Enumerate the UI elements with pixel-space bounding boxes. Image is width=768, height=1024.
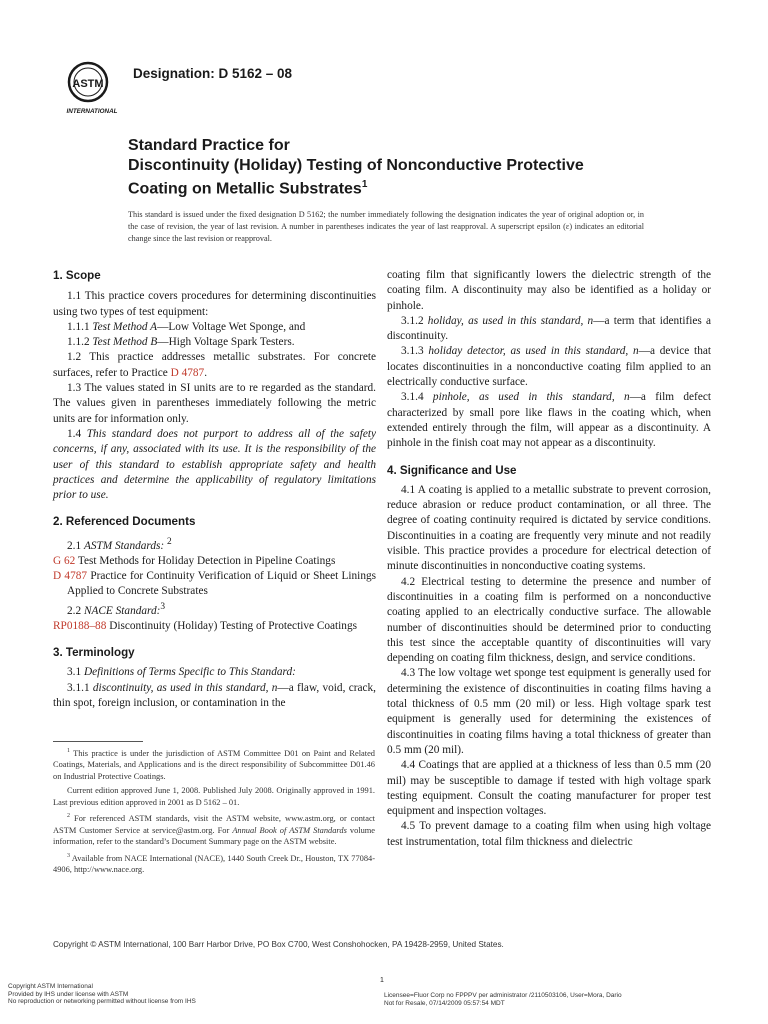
para-3-1-1-continued: coating film that significantly lowers the dielectric strength of the coating film. A discontinuity may also be identified as a holiday or pinhole. [387,269,711,312]
section-heading-referenced-documents: 2. Referenced Documents [53,515,196,529]
title-line-2: Discontinuity (Holiday) Testing of Nonconductive Protective [128,156,584,174]
para-1-1: 1.1 This practice covers procedures for determining discontinuities using two types of test equipment: [53,290,376,318]
right-column [387,268,711,850]
para-1-4: 1.4 This standard does not purport to address all of the safety concerns, if any, associated with its use. It is the responsibility of the user of this standard to establish appropriate safety and health practices and determine the applicability of regulatory limitations prior to use. [53,427,377,502]
designation: Designation: D 5162 – 08 [133,66,293,81]
copyright-line: Copyright © ASTM International, 100 Barr Harbor Drive, PO Box C700, West Conshohocken, PA 19428-2959, United States. [53,940,504,949]
ref-item-rp0188: RP0188–88 Discontinuity (Holiday) Testing of Protective Coatings [53,619,358,632]
document-title [128,136,584,199]
para-2-1: 2.1 ASTM Standards: $^2$ [67,536,172,552]
para-3-1: 3.1 Definitions of Terms Specific to This Standard: [67,666,296,679]
issuance-note: This standard is issued under the fixed designation D 5162; the number immediately following the designation indicates the year of original adoption or, in the case of revision, the year of last revision. A number in parentheses indicates the year of last reapproval. A superscript epsilon (ε) indicates an editorial change since the last revision or reapproval. [128,210,644,243]
ref-item-d4787: D 4787 Practice for Continuity Verification of Liquid or Sheet Linings Applied to Concrete Substrates [53,570,377,598]
para-3-1-3: 3.1.3 holiday detector, as used in this standard, n—a device that locates discontinuities in a nonconductive coating film applied to an electrically conductive surface. [387,345,711,389]
logo-bottom-text: INTERNATIONAL [66,108,118,115]
footnote-divider [53,741,143,742]
para-4-1: 4.1 A coating is applied to a metallic substrate to prevent corrosion, reduce abrasion or reduce product contamination, or all three. The degree of coating continuity required is dictated by service conditions. Discontinuities in a coating are frequently very minute and not readily visible. This practice provides a procedure for electrical detection of minute discontinuities in nonconductive coating systems. [387,483,711,573]
para-4-4: 4.4 Coatings that are applied at a thickness of less than 0.5 mm (20 mil) may be susceptible to damage if tested with high voltage spark testing equipment. Consult the coating manufacturer for proper test equipment and inspection voltages. [387,759,711,818]
para-1-2: 1.2 This practice addresses metallic substrates. For concrete surfaces, refer to Practice D 4787. [53,351,376,379]
para-1-1-2: 1.1.2 Test Method B—High Voltage Spark Testers. [67,336,295,349]
ref-link-g62[interactable]: G 62 [53,554,76,567]
footnote-1b: Current edition approved June 1, 2008. Published July 2008. Originally approved in 1991. Last previous edition approved in 2001 as D 5162 – 01. [53,786,375,807]
section-heading-terminology: 3. Terminology [53,646,135,660]
footer-license-right: Licensee=Fluor Corp no FPPPV per administrator /2110503106, User=Mora, Dario Not for Resale, 07/14/2009 05:57:54 MDT [384,992,622,1007]
astm-logo [58,55,126,119]
footnote-3: $^3$ Available from NACE International (NACE), 1440 South Creek Dr., Houston, TX 77084-4906, http://www.nace.org. [53,852,375,874]
title-footnote-marker: 1 [361,179,368,190]
title-line-1: Standard Practice for [128,137,290,154]
left-column [53,268,376,711]
footnotes [53,746,375,878]
para-1-3: 1.3 The values stated in SI units are to re regarded as the standard. The values given in parentheses immediately following the metric units are for information only. [53,382,376,425]
para-3-1-4: 3.1.4 pinhole, as used in this standard, n—a film defect characterized by small pore like flaws in the coating which, when extended entirely through the film, will appear as a discontinuity. A pinhole in the finish coat may not appear as a discontinuity. [387,391,711,450]
footnote-2: $^2$ For referenced ASTM standards, visit the ASTM website, www.astm.org, or contact ASTM Customer Service at service@astm.org. For Annual Book of ASTM Standards volume information, refer to the standard’s Document Summary page on the ASTM website. [53,813,375,847]
para-4-3: 4.3 The low voltage wet sponge test equipment is generally used for determining the existence of discontinuities in coating films having a total thickness of 0.5 mm (20 mil) or less. High voltage spark test equipment is generally used for determining the existences of discontinuities in coating films having a total thickness of greater than 0.5 mm (20 mil). [387,667,711,756]
para-4-5: 4.5 To prevent damage to a coating film when using high voltage test instrumentation, total film thickness and dielectric [387,820,711,848]
para-3-1-2: 3.1.2 holiday, as used in this standard, n—a term that identifies a discontinuity. [387,314,711,343]
ref-link-rp0188[interactable]: RP0188–88 [53,619,107,632]
page-number: 1 [380,977,384,984]
title-line-3: Coating on Metallic Substrates [128,180,362,198]
para-2-2: 2.2 NACE Standard:$^3$ [67,601,166,617]
ref-item-g62: G 62 Test Methods for Holiday Detection in Pipeline Coatings [53,554,336,567]
section-heading-scope: 1. Scope [53,269,101,282]
para-1-1-1: 1.1.1 Test Method A—Low Voltage Wet Sponge, and [67,320,306,333]
logo-top-text: ASTM [72,78,104,90]
ref-link-d4787-list[interactable]: D 4787 [53,570,88,583]
ref-link-d4787[interactable]: D 4787 [170,366,205,379]
para-4-2: 4.2 Electrical testing to determine the presence and number of discontinuities in a coating film is performed on a nonconductive coating applied to an electrically conductive surface. The allowable number of discontinuities should be determined prior to conducting this test since the acceptable quantity of discontinuities will vary depending on coating film thickness, design, and service conditions. [387,575,711,665]
footnote-1: $^1$ This practice is under the jurisdiction of ASTM Committee D01 on Paint and Related Coatings, Materials, and Applications and is the direct responsibility of Subcommittee D01.46 on Industrial Protective Coatings. [53,748,375,781]
para-3-1-1: 3.1.1 discontinuity, as used in this standard, n—a flaw, void, crack, thin spot, foreign inclusion, or contamination in the [53,681,376,709]
footer-license-left: Copyright ASTM International Provided by IHS under license with ASTM No reproduction or networking permitted without license from IHS [8,983,196,1005]
section-heading-significance: 4. Significance and Use [387,463,517,477]
